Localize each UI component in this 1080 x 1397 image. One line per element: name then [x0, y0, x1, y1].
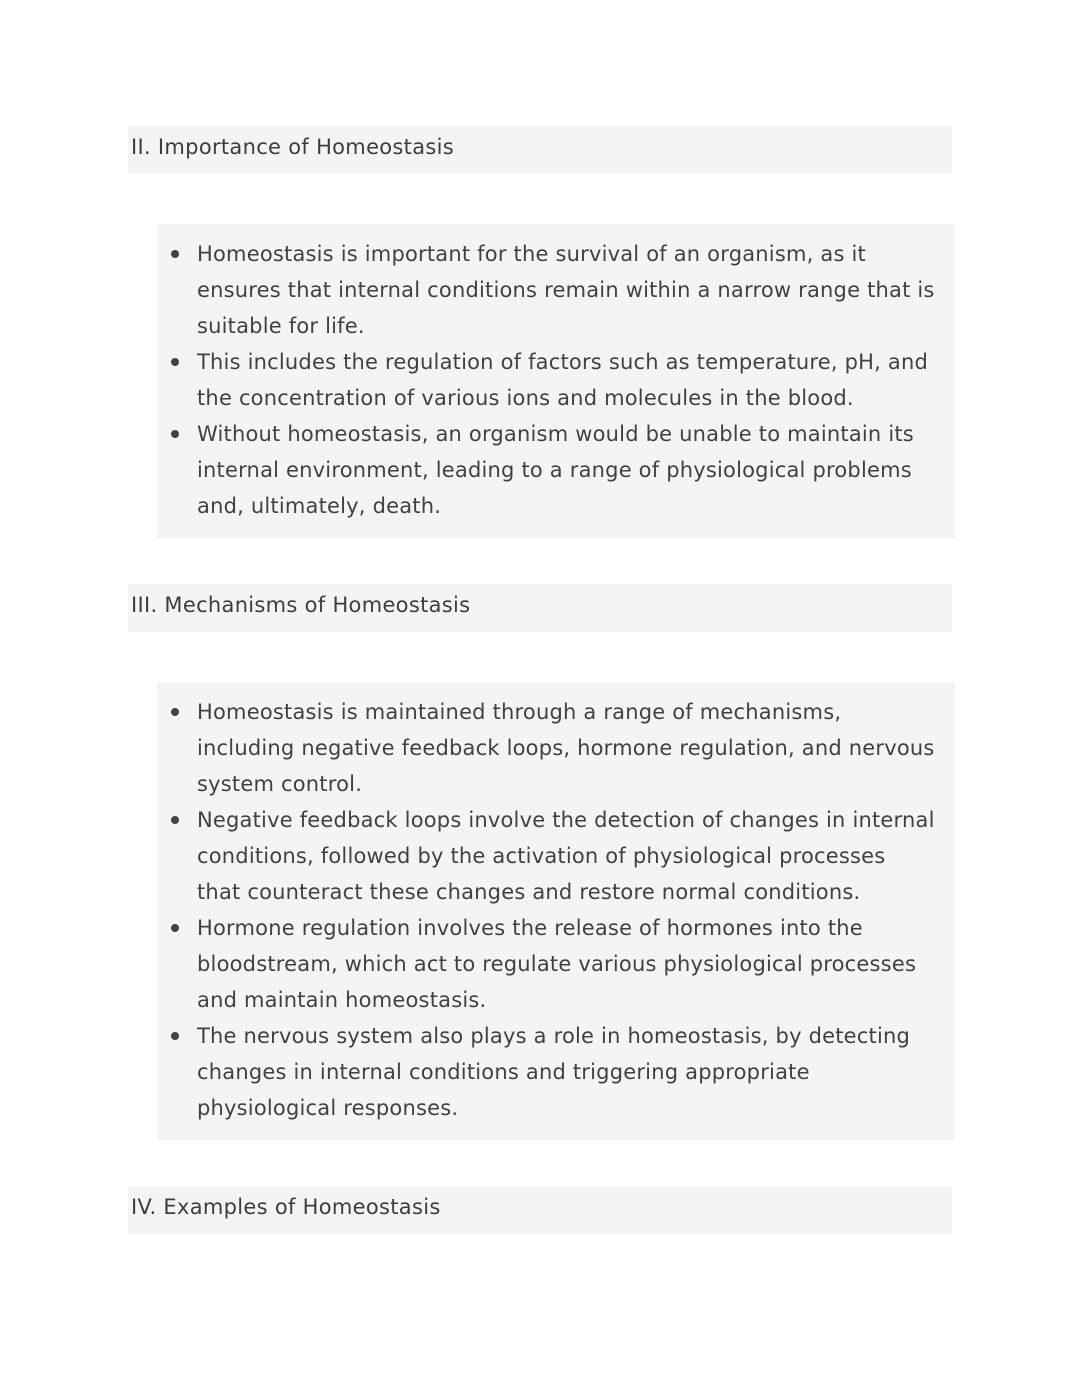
- section-mechanisms-of-homeostasis: [128, 584, 952, 1140]
- bullet-list: [157, 682, 955, 1140]
- bullet-item: [163, 236, 935, 344]
- bullet-item: [163, 1018, 935, 1126]
- bullet-list: [157, 224, 955, 538]
- section-examples-of-homeostasis: [128, 1186, 952, 1234]
- section-heading: III. Mechanisms of Homeostasis: [128, 584, 952, 632]
- bullet-text: Homeostasis is important for the survival of an organism, as it ensures that internal conditions remain within a narrow range that is suitable for life.: [197, 242, 935, 338]
- bullet-item: [163, 802, 935, 910]
- bullet-dot-icon: [171, 924, 179, 932]
- section-heading: II. Importance of Homeostasis: [128, 126, 952, 174]
- section-heading: IV. Examples of Homeostasis: [128, 1186, 952, 1234]
- bullet-dot-icon: [171, 430, 179, 438]
- bullet-text: Hormone regulation involves the release of hormones into the bloodstream, which act to regulate various physiological processes and maintain homeostasis.: [197, 916, 917, 1012]
- bullet-dot-icon: [171, 250, 179, 258]
- bullet-dot-icon: [171, 358, 179, 366]
- bullet-item: [163, 694, 935, 802]
- bullet-item: [163, 910, 935, 1018]
- bullet-dot-icon: [171, 708, 179, 716]
- bullet-dot-icon: [171, 1032, 179, 1040]
- bullet-dot-icon: [171, 816, 179, 824]
- bullet-text: The nervous system also plays a role in homeostasis, by detecting changes in internal conditions and triggering appropriate physiological responses.: [197, 1024, 911, 1120]
- bullet-item: [163, 416, 935, 524]
- bullet-text: This includes the regulation of factors such as temperature, pH, and the concentration of various ions and molecules in the blood.: [197, 350, 929, 410]
- bullet-item: [163, 344, 935, 416]
- bullet-text: Negative feedback loops involve the detection of changes in internal conditions, followed by the activation of physiological processes that counteract these changes and restore normal conditions.: [197, 808, 935, 904]
- bullet-text: Without homeostasis, an organism would be unable to maintain its internal environment, leading to a range of physiological problems and, ultimately, death.: [197, 422, 914, 518]
- bullet-text: Homeostasis is maintained through a range of mechanisms, including negative feedback loops, hormone regulation, and nervous system control.: [197, 700, 935, 796]
- section-importance-of-homeostasis: [128, 126, 952, 538]
